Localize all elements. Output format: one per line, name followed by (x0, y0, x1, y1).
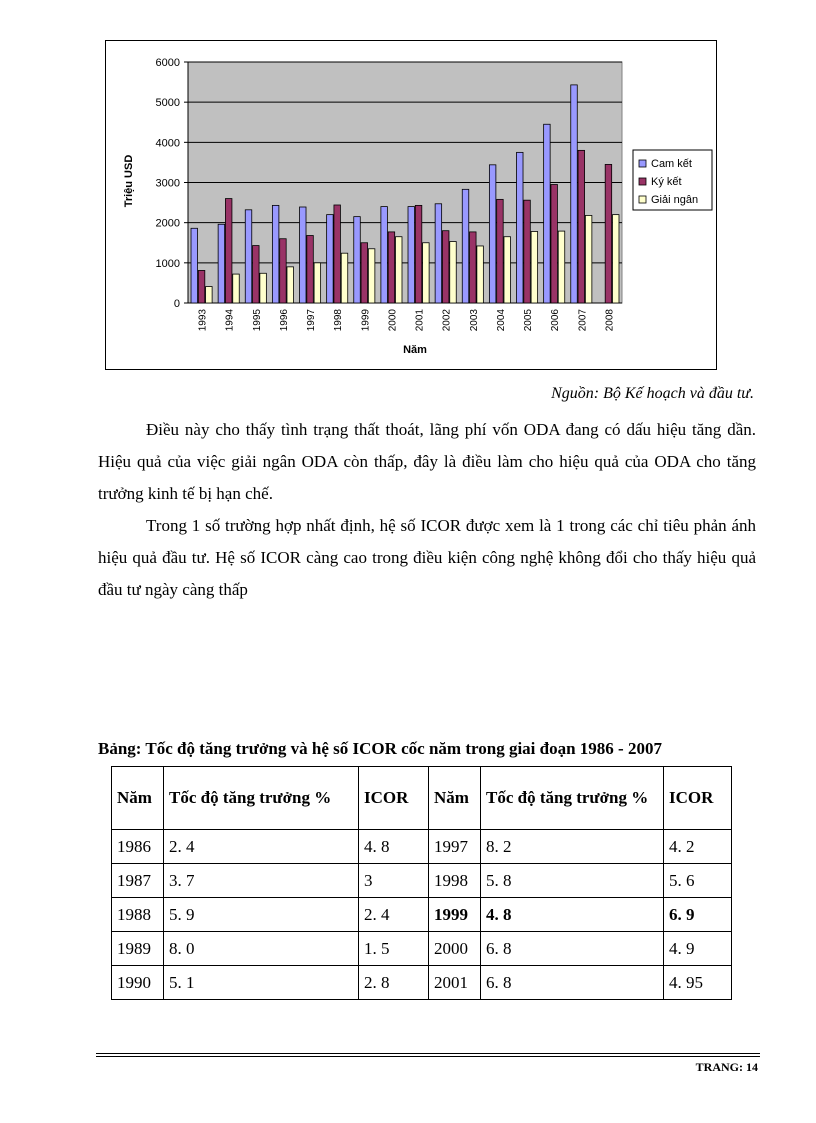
bar-giải-ngân-2002 (450, 242, 457, 303)
bar-cam-kết-2000 (381, 207, 388, 303)
bar-cam-kết-1997 (300, 207, 307, 303)
bar-cam-kết-2005 (517, 152, 524, 303)
legend-swatch (639, 178, 646, 185)
x-tick-label: 2006 (550, 309, 562, 332)
bar-ký-kết-2002 (442, 231, 449, 303)
bar-giải-ngân-1998 (341, 253, 348, 303)
table-cell: 5. 1 (164, 966, 359, 1000)
table-cell-highlight: 1999 (429, 898, 481, 932)
header-growth-left: Tốc độ tăng trưởng % (164, 767, 359, 830)
table-cell: 1990 (112, 966, 164, 1000)
bar-ký-kết-1996 (280, 239, 287, 303)
table-row (112, 830, 732, 864)
table-cell: 5. 6 (664, 864, 732, 898)
table-cell: 8. 0 (164, 932, 359, 966)
x-tick-label: 1995 (251, 309, 263, 332)
paragraph-oda-losses: Điều này cho thấy tình trạng thất thoát, lãng phí vốn ODA đang có dấu hiệu tăng dần. Hiệu quả của việc giải ngân ODA còn thấp, đây là điều làm cho hiệu quả của ODA cho tăng trưởng kinh tế bị hạn chế. (98, 420, 756, 503)
table-cell: 5. 8 (481, 864, 664, 898)
bar-ký-kết-1995 (253, 246, 260, 303)
table-cell: 2000 (429, 932, 481, 966)
table-cell: 1989 (112, 932, 164, 966)
bar-cam-kết-1994 (218, 224, 225, 303)
bar-ký-kết-2004 (497, 199, 504, 303)
legend-label: Cam kết (651, 158, 692, 170)
page-number: TRANG: 14 (695, 1060, 758, 1074)
bar-giải-ngân-1995 (260, 273, 267, 303)
bar-ký-kết-2001 (415, 205, 422, 303)
bar-cam-kết-2002 (435, 204, 442, 303)
table-cell: 1. 5 (359, 932, 429, 966)
bar-ký-kết-2007 (578, 150, 585, 303)
bar-cam-kết-1999 (354, 217, 361, 303)
table-cell: 8. 2 (481, 830, 664, 864)
table-cell: 1998 (429, 864, 481, 898)
bar-cam-kết-1995 (245, 210, 252, 303)
bar-ký-kết-2000 (388, 232, 395, 303)
bar-cam-kết-2001 (408, 207, 415, 303)
bar-giải-ngân-2003 (477, 246, 484, 303)
x-axis-label: Năm (403, 344, 427, 356)
bar-giải-ngân-2004 (504, 237, 511, 303)
bar-giải-ngân-1994 (233, 274, 240, 303)
bar-giải-ngân-1999 (368, 249, 375, 303)
bar-ký-kết-2008 (605, 164, 612, 303)
bar-ký-kết-1998 (334, 205, 341, 303)
y-tick-label: 6000 (155, 57, 180, 69)
x-tick-label: 2000 (387, 309, 399, 332)
table-cell: 3. 7 (164, 864, 359, 898)
bar-ký-kết-2005 (524, 200, 531, 303)
table-cell: 4. 9 (664, 932, 732, 966)
y-tick-label: 4000 (155, 137, 180, 150)
table-cell: 6. 8 (481, 932, 664, 966)
table-cell: 2. 4 (164, 830, 359, 864)
y-axis-label: Triệu USD (123, 154, 135, 208)
x-tick-label: 1997 (306, 309, 318, 332)
bar-cam-kết-1998 (327, 215, 334, 303)
icor-table (111, 766, 732, 1000)
x-tick-label: 1993 (197, 309, 209, 332)
table-cell: 1988 (112, 898, 164, 932)
bar-ký-kết-1993 (198, 270, 205, 303)
header-icor-right: ICOR (664, 767, 732, 830)
header-year-right: Năm (429, 767, 481, 830)
bar-cam-kết-2007 (571, 85, 578, 303)
table-cell-highlight: 6. 9 (664, 898, 732, 932)
header-icor-left: ICOR (359, 767, 429, 830)
bar-ký-kết-2006 (551, 185, 558, 303)
bar-cam-kết-1996 (272, 205, 279, 303)
header-year-left: Năm (112, 767, 164, 830)
table-title: Bảng: Tốc độ tăng trưởng và hệ số ICOR cốc năm trong giai đoạn 1986 - 2007 (98, 739, 662, 758)
table-cell: 6. 8 (481, 966, 664, 1000)
legend-swatch (639, 196, 646, 203)
x-tick-label: 2008 (604, 309, 616, 332)
bar-cam-kết-1993 (191, 228, 198, 303)
paragraph-icor: Trong 1 số trường hợp nhất định, hệ số ICOR được xem là 1 trong các chỉ tiêu phản ánh hiệu quả đầu tư. Hệ số ICOR càng cao trong điều kiện công nghệ không đổi cho thấy hiệu quả đầu tư ngày càng thấp (98, 516, 756, 599)
table-cell: 2001 (429, 966, 481, 1000)
table-cell: 5. 9 (164, 898, 359, 932)
y-tick-label: 0 (173, 298, 180, 310)
bar-ký-kết-1994 (225, 199, 232, 303)
table-cell: 1997 (429, 830, 481, 864)
legend-label: Ký kết (651, 176, 682, 188)
bar-giải-ngân-2006 (558, 231, 565, 303)
y-tick-label: 2000 (155, 217, 180, 230)
y-tick-label: 1000 (155, 257, 180, 270)
y-tick-label: 3000 (155, 177, 180, 190)
bar-giải-ngân-1997 (314, 263, 321, 303)
bar-giải-ngân-2005 (531, 232, 538, 303)
table-row (112, 932, 732, 966)
x-tick-label: 2001 (414, 309, 426, 332)
bar-giải-ngân-2007 (585, 215, 592, 303)
bar-cam-kết-2004 (489, 165, 496, 303)
bar-cam-kết-2006 (544, 124, 551, 303)
table-header-row (112, 767, 732, 830)
chart-source-note: Nguồn: Bộ Kế hoạch và đầu tư. (551, 385, 754, 402)
table-cell: 4. 2 (664, 830, 732, 864)
legend-label: Giải ngân (651, 194, 699, 206)
table-row (112, 898, 732, 932)
x-tick-label: 1998 (333, 309, 345, 332)
bar-giải-ngân-2008 (612, 215, 619, 303)
table-cell: 3 (359, 864, 429, 898)
bar-giải-ngân-1996 (287, 267, 294, 303)
x-tick-label: 2002 (441, 309, 453, 332)
table-cell: 2. 8 (359, 966, 429, 1000)
oda-chart (105, 40, 717, 370)
x-tick-label: 2003 (468, 309, 480, 332)
table-cell: 4. 8 (359, 830, 429, 864)
bar-ký-kết-1997 (307, 236, 314, 303)
bar-cam-kết-2003 (462, 189, 469, 303)
table-cell: 4. 95 (664, 966, 732, 1000)
table-cell: 2. 4 (359, 898, 429, 932)
bar-giải-ngân-2000 (395, 237, 402, 303)
footer-divider (96, 1053, 760, 1054)
legend-swatch (639, 160, 646, 167)
bar-giải-ngân-1993 (206, 287, 213, 303)
x-tick-label: 2004 (495, 309, 507, 332)
y-tick-label: 5000 (155, 97, 180, 110)
bar-ký-kết-2003 (470, 232, 477, 303)
table-cell: 1987 (112, 864, 164, 898)
oda-bar-chart-svg (106, 41, 718, 371)
table-cell: 1986 (112, 830, 164, 864)
table-row (112, 966, 732, 1000)
x-tick-label: 2007 (577, 309, 589, 332)
footer-divider (96, 1056, 760, 1057)
x-tick-label: 1994 (224, 309, 236, 332)
table-row (112, 864, 732, 898)
x-tick-label: 1999 (360, 309, 372, 332)
bar-ký-kết-1999 (361, 243, 368, 303)
x-tick-label: 1996 (278, 309, 290, 332)
bar-giải-ngân-2001 (423, 243, 430, 303)
table-cell-highlight: 4. 8 (481, 898, 664, 932)
header-growth-right: Tốc độ tăng trưởng % (481, 767, 664, 830)
x-tick-label: 2005 (523, 309, 535, 332)
